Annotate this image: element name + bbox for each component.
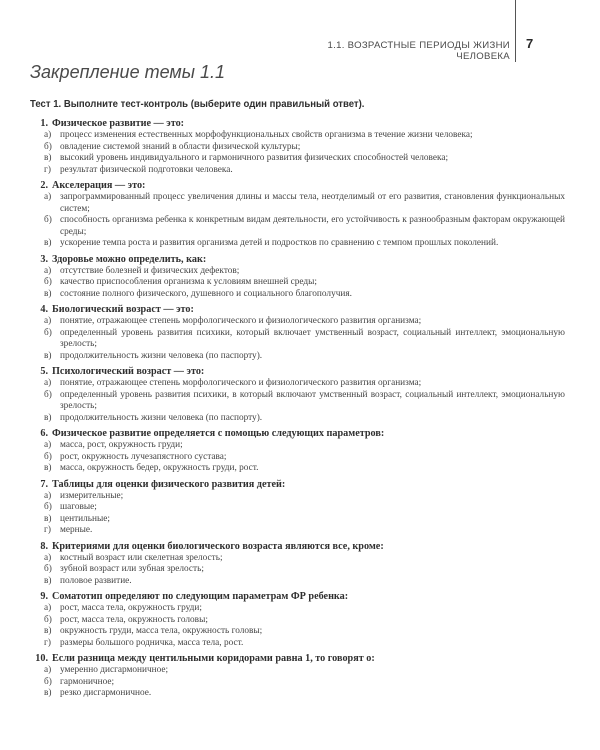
question-text: Здоровье можно определить, как: <box>52 253 207 265</box>
answer-option <box>44 165 565 177</box>
answer-option <box>44 277 565 289</box>
option-letter: б) <box>44 614 52 625</box>
option-text: понятие, отражающее степень морфологического и физиологического развития организма; <box>60 316 422 326</box>
question-title <box>30 652 565 665</box>
running-header: 1.1. ВОЗРАСТНЫЕ ПЕРИОДЫ ЖИЗНИ ЧЕЛОВЕКА <box>327 40 510 62</box>
option-letter: в) <box>44 463 52 473</box>
question-item <box>30 427 565 475</box>
option-letter: б) <box>44 451 52 462</box>
question-item <box>30 540 565 588</box>
question-text: Акселерация — это: <box>52 180 146 191</box>
question-text: Биологический возраст — это: <box>52 304 194 315</box>
question-text: Таблицы для оценки физического развития детей: <box>52 478 286 490</box>
option-letter: а) <box>44 192 52 202</box>
question-title <box>30 253 565 266</box>
option-letter: б) <box>44 389 52 400</box>
option-letter: г) <box>44 525 51 535</box>
option-text: умеренно дисгармоничное; <box>60 665 169 675</box>
option-text: высокий уровень индивидуального и гармоничного развития физических способностей человека; <box>60 153 449 163</box>
option-letter: б) <box>44 215 52 225</box>
option-text: мерные. <box>60 525 93 535</box>
option-letter: б) <box>44 502 52 512</box>
option-letter: а) <box>44 603 52 613</box>
option-text: определенный уровень развития психики, который включает умственный возраст, социальный интеллект, эмоциональную зрелость; <box>60 327 565 349</box>
answer-option <box>44 192 565 215</box>
question-text: Критериями для оценки биологического возраста являются все, кроме: <box>52 540 384 552</box>
question-title <box>30 427 565 440</box>
answer-option <box>44 626 565 638</box>
section-title: Закрепление темы 1.1 <box>30 62 225 82</box>
option-text: ускорение темпа роста и развития организма детей и подростков по сравнению с темпом прошлых поколений. <box>60 238 499 248</box>
option-letter: б) <box>44 676 52 687</box>
option-text: масса, окружность бедер, окружность груди, рост. <box>60 463 259 473</box>
answer-option <box>44 130 565 142</box>
answer-option <box>44 142 565 154</box>
question-text: Соматотип определяют по следующим параметрам ФР ребенка: <box>52 591 349 602</box>
option-text: способность организма ребенка к конкретным видам деятельности, его устойчивость к разнообразным факторам окружающей среды; <box>60 215 565 237</box>
question-number: 2. <box>40 180 48 191</box>
option-letter: б) <box>44 564 52 574</box>
answer-option <box>44 688 565 700</box>
answer-option <box>44 289 565 301</box>
option-text: продолжительность жизни человека (по паспорту). <box>60 350 263 361</box>
option-letter: а) <box>44 440 52 450</box>
question-title <box>30 590 565 603</box>
answer-option <box>44 215 565 238</box>
question-title <box>30 540 565 553</box>
option-letter: а) <box>44 378 52 388</box>
page-number: 7 <box>526 36 534 51</box>
option-text: центильные; <box>60 513 110 524</box>
option-text: гармоничное; <box>60 676 115 687</box>
question-number: 9. <box>40 591 48 602</box>
question-title <box>30 365 565 378</box>
answer-option <box>44 266 565 278</box>
question-text: Физическое развитие — это: <box>52 118 185 129</box>
option-text: масса, рост, окружность груди; <box>60 440 183 450</box>
header-rule <box>515 0 516 62</box>
answer-option <box>44 553 565 565</box>
option-letter: в) <box>44 153 52 163</box>
option-letter: а) <box>44 130 52 140</box>
test-heading: Тест 1. Выполните тест-контроль (выберите один правильный ответ). <box>30 99 365 110</box>
answer-option <box>44 665 565 677</box>
answer-option <box>44 316 565 328</box>
option-letter: в) <box>44 575 52 586</box>
option-text: результат физической подготовки человека. <box>60 164 233 175</box>
answer-option <box>44 576 565 588</box>
option-text: резко дисгармоничное. <box>60 688 152 698</box>
option-letter: в) <box>44 350 52 361</box>
option-text: рост, масса тела, окружность головы; <box>60 614 208 625</box>
question-text: Если разница между центильными коридорами равна 1, то говорят о: <box>52 653 375 664</box>
option-letter: а) <box>44 552 52 563</box>
answer-option <box>44 638 565 650</box>
option-letter: б) <box>44 141 52 152</box>
question-number: 4. <box>40 304 48 315</box>
question-text: Физическое развитие определяется с помощью следующих параметров: <box>52 428 385 439</box>
option-letter: г) <box>44 637 51 648</box>
option-letter: г) <box>44 164 51 175</box>
question-item <box>30 303 565 362</box>
option-letter: в) <box>44 626 52 636</box>
answer-option <box>44 153 565 165</box>
question-item <box>30 365 565 424</box>
question-item <box>30 590 565 649</box>
option-letter: б) <box>44 327 52 338</box>
option-text: рост, окружность лучезапястного сустава; <box>60 451 227 462</box>
answer-option <box>44 564 565 576</box>
option-letter: в) <box>44 288 52 299</box>
question-text: Психологический возраст — это: <box>52 366 205 377</box>
answer-option <box>44 603 565 615</box>
answer-option <box>44 440 565 452</box>
option-letter: а) <box>44 316 52 326</box>
answer-option <box>44 491 565 503</box>
option-letter: б) <box>44 277 52 287</box>
option-text: окружность груди, масса тела, окружность головы; <box>60 626 263 636</box>
question-item <box>30 652 565 700</box>
question-title <box>30 179 565 192</box>
answer-option <box>44 390 565 413</box>
option-text: половое развитие. <box>60 575 132 586</box>
option-text: костный возраст или скелетная зрелость; <box>60 552 223 563</box>
option-letter: в) <box>44 513 52 524</box>
answer-option <box>44 452 565 464</box>
question-number: 7. <box>40 478 48 490</box>
option-text: продолжительность жизни человека (по паспорту). <box>60 412 263 423</box>
question-number: 5. <box>40 366 48 377</box>
option-text: качество приспособления организма к условиям внешней среды; <box>60 277 317 287</box>
question-title <box>30 303 565 316</box>
option-letter: в) <box>44 238 52 248</box>
option-text: запрограммированный процесс увеличения длины и массы тела, неотделимый от его развития, становления функциональных систем; <box>60 192 565 214</box>
question-number: 10. <box>35 653 48 664</box>
answer-option <box>44 351 565 363</box>
answer-option <box>44 378 565 390</box>
option-text: шаговые; <box>60 502 97 512</box>
question-number: 6. <box>40 428 48 439</box>
option-text: овладение системой знаний в области физической культуры; <box>60 141 301 152</box>
answer-option <box>44 238 565 250</box>
question-title <box>30 117 565 130</box>
answer-option <box>44 514 565 526</box>
question-list <box>30 117 565 703</box>
answer-option <box>44 525 565 537</box>
option-text: измерительные; <box>60 490 124 501</box>
question-number: 8. <box>40 540 48 552</box>
answer-option <box>44 502 565 514</box>
option-text: отсутствие болезней и физических дефектов; <box>60 265 240 276</box>
question-item <box>30 253 565 301</box>
option-letter: в) <box>44 412 52 423</box>
answer-option <box>44 328 565 351</box>
question-number: 3. <box>40 253 48 265</box>
option-text: определенный уровень развития психики, в который включают умственный возраст, социальный интеллект, эмоциональную зрелость; <box>60 389 565 411</box>
option-text: процесс изменения естественных морфофункциональных свойств организма в течение жизни человека; <box>60 130 473 140</box>
option-text: состояние полного физического, душевного и социального благополучия. <box>60 288 352 299</box>
option-letter: а) <box>44 265 52 276</box>
option-text: рост, масса тела, окружность груди; <box>60 603 202 613</box>
question-item <box>30 117 565 176</box>
answer-option <box>44 463 565 475</box>
answer-option <box>44 413 565 425</box>
option-text: зубной возраст или зубная зрелость; <box>60 564 204 574</box>
option-text: понятие, отражающее степень морфологического и физиологического развития организма; <box>60 378 422 388</box>
answer-option <box>44 677 565 689</box>
question-item <box>30 179 565 250</box>
answer-option <box>44 615 565 627</box>
option-text: размеры большого родничка, масса тела, рост. <box>60 637 244 648</box>
question-title <box>30 478 565 491</box>
option-letter: а) <box>44 665 52 675</box>
question-number: 1. <box>40 118 48 129</box>
option-letter: а) <box>44 490 52 501</box>
option-letter: в) <box>44 688 52 698</box>
question-item <box>30 478 565 537</box>
